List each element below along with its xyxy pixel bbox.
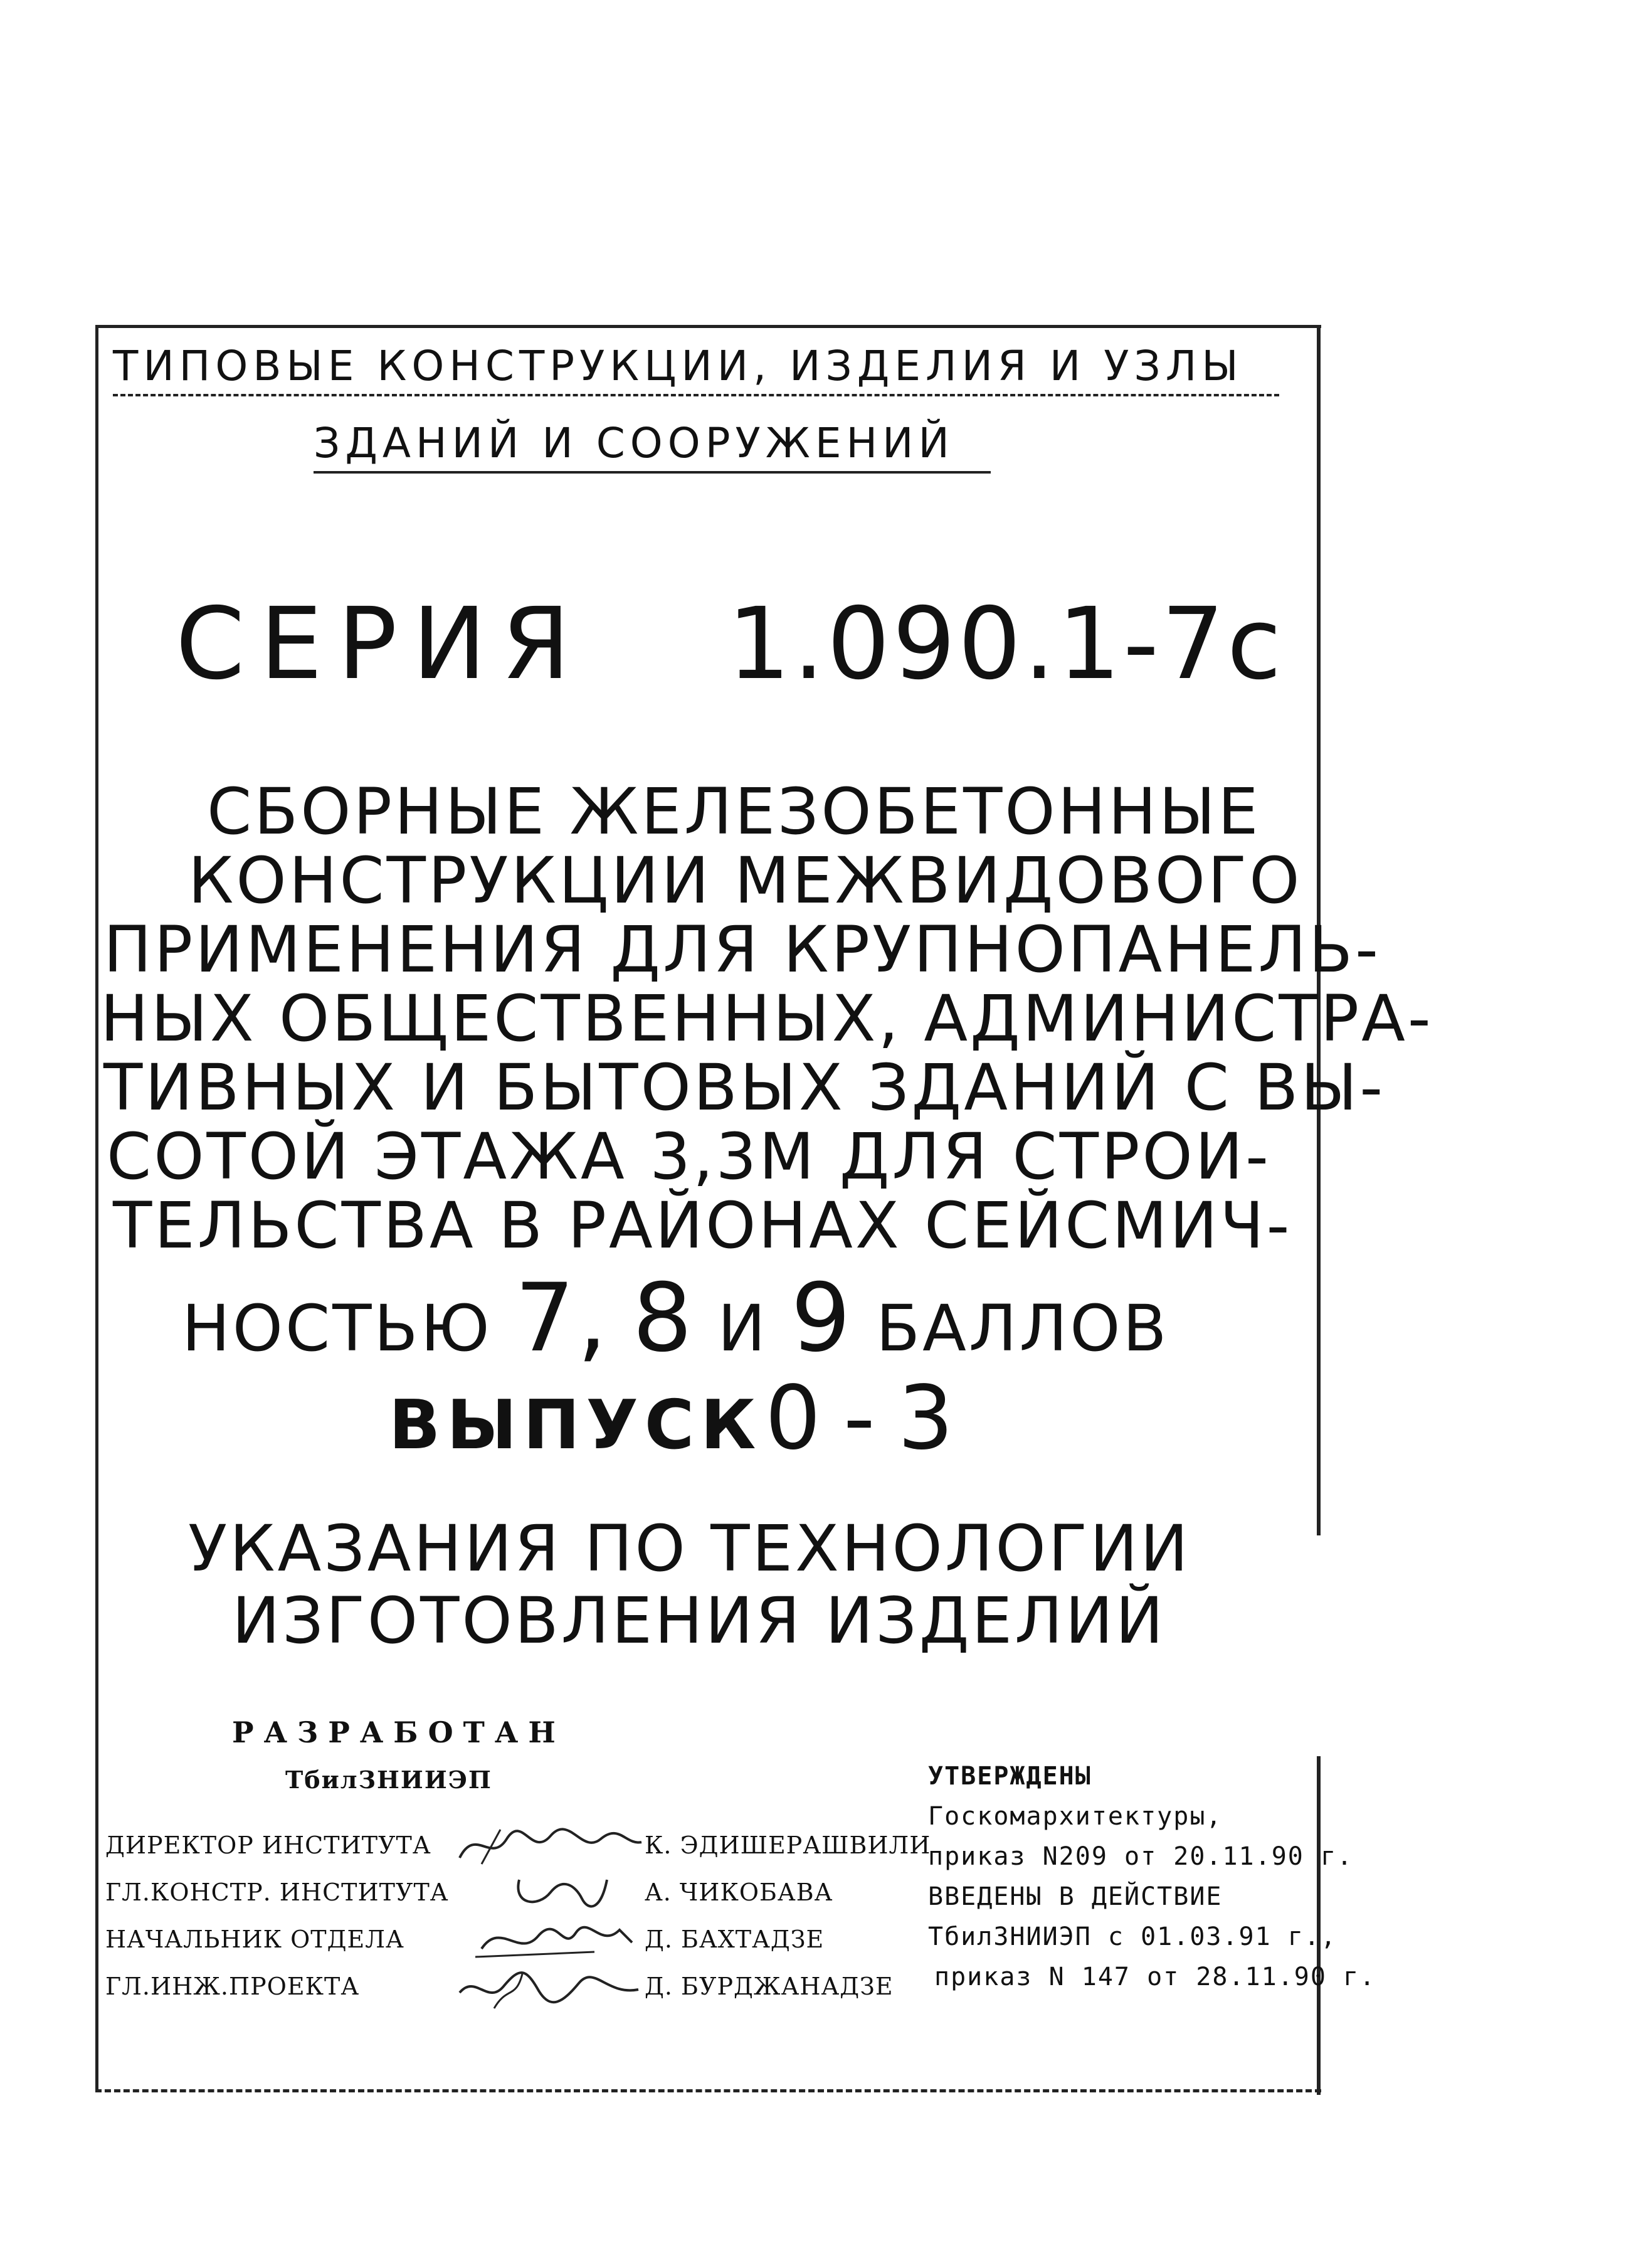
developed-label: РАЗРАБОТАН (232, 1715, 566, 1749)
staff-name: К. ЭДИШЕРАШВИЛИ (645, 1831, 931, 1859)
title-line-8-pre: НОСТЬЮ (182, 1291, 492, 1366)
title-line-1: СБОРНЫЕ ЖЕЛЕЗОБЕТОННЫЕ (207, 775, 1261, 849)
issue-number: 0-3 (765, 1367, 976, 1470)
subtitle-line-2: ИЗГОТОВЛЕНИЯ ИЗДЕЛИЙ (232, 1584, 1166, 1658)
title-line-4: НЫХ ОБЩЕСТВЕННЫХ, АДМИНИСТРА- (100, 982, 1433, 1056)
title-line-8-post: БАЛЛОВ (876, 1291, 1169, 1366)
signature-icon (456, 1961, 645, 2010)
approval-line-1: УТВЕРЖДЕНЫ (928, 1762, 1092, 1791)
title-line-8 (182, 1264, 1169, 1373)
approval-block (928, 1756, 1376, 1997)
signature-icon (456, 1820, 645, 1869)
title-line-3: ПРИМЕНЕНИЯ ДЛЯ КРУПНОПАНЕЛЬ- (103, 913, 1381, 987)
seismic-9: 9 (791, 1264, 853, 1373)
title-line-5: ТИВНЫХ И БЫТОВЫХ ЗДАНИЙ С ВЫ- (103, 1051, 1386, 1125)
staff-name: А. ЧИКОБАВА (645, 1879, 833, 1906)
signature-icon (456, 1867, 645, 1916)
staff-role: ГЛ.КОНСТР. ИНСТИТУТА (105, 1879, 449, 1906)
developer-org: ТбилЗНИИЭП (285, 1766, 492, 1794)
subtitle-line-1: УКАЗАНИЯ ПО ТЕХНОЛОГИИ (188, 1512, 1191, 1586)
series-label: СЕРИЯ (176, 586, 586, 702)
approval-line-6: приказ N 147 от 28.11.90 г. (934, 1963, 1376, 1991)
staff-role: НАЧАЛЬНИК ОТДЕЛА (105, 1926, 404, 1953)
issue-label: ВЫПУСК (389, 1386, 762, 1465)
title-line-6: СОТОЙ ЭТАЖА 3,3М ДЛЯ СТРОИ- (107, 1120, 1271, 1194)
seismic-8: 8 (632, 1264, 695, 1373)
staff-name: Д. БУРДЖАНАДЗЕ (645, 1973, 894, 2000)
staff-role: ГЛ.ИНЖ.ПРОЕКТА (105, 1973, 360, 2000)
title-line-7: ТЕЛЬСТВА В РАЙОНАХ СЕЙСМИЧ- (113, 1189, 1292, 1263)
header-line-2: ЗДАНИЙ И СООРУЖЕНИЙ (314, 419, 991, 474)
staff-name: Д. БАХТАДЗЕ (645, 1926, 825, 1953)
seismic-7: 7, (515, 1264, 610, 1373)
approval-line-2: Госкомархитектуры, (928, 1802, 1223, 1831)
approval-line-4: ВВЕДЕНЫ В ДЕЙСТВИЕ (928, 1882, 1223, 1911)
series-number: 1.090.1-7с (727, 586, 1284, 702)
title-line-8-and: И (717, 1291, 768, 1366)
header-line-1: ТИПОВЫЕ КОНСТРУКЦИИ, ИЗДЕЛИЯ И УЗЛЫ (113, 342, 1279, 396)
signature-icon (456, 1914, 645, 1963)
staff-role: ДИРЕКТОР ИНСТИТУТА (105, 1831, 431, 1859)
title-line-2: КОНСТРУКЦИИ МЕЖВИДОВОГО (188, 844, 1302, 918)
approval-line-5: ТбилЗНИИЭП с 01.03.91 г., (928, 1922, 1337, 1951)
approval-line-3: приказ N209 от 20.11.90 г. (928, 1842, 1354, 1871)
